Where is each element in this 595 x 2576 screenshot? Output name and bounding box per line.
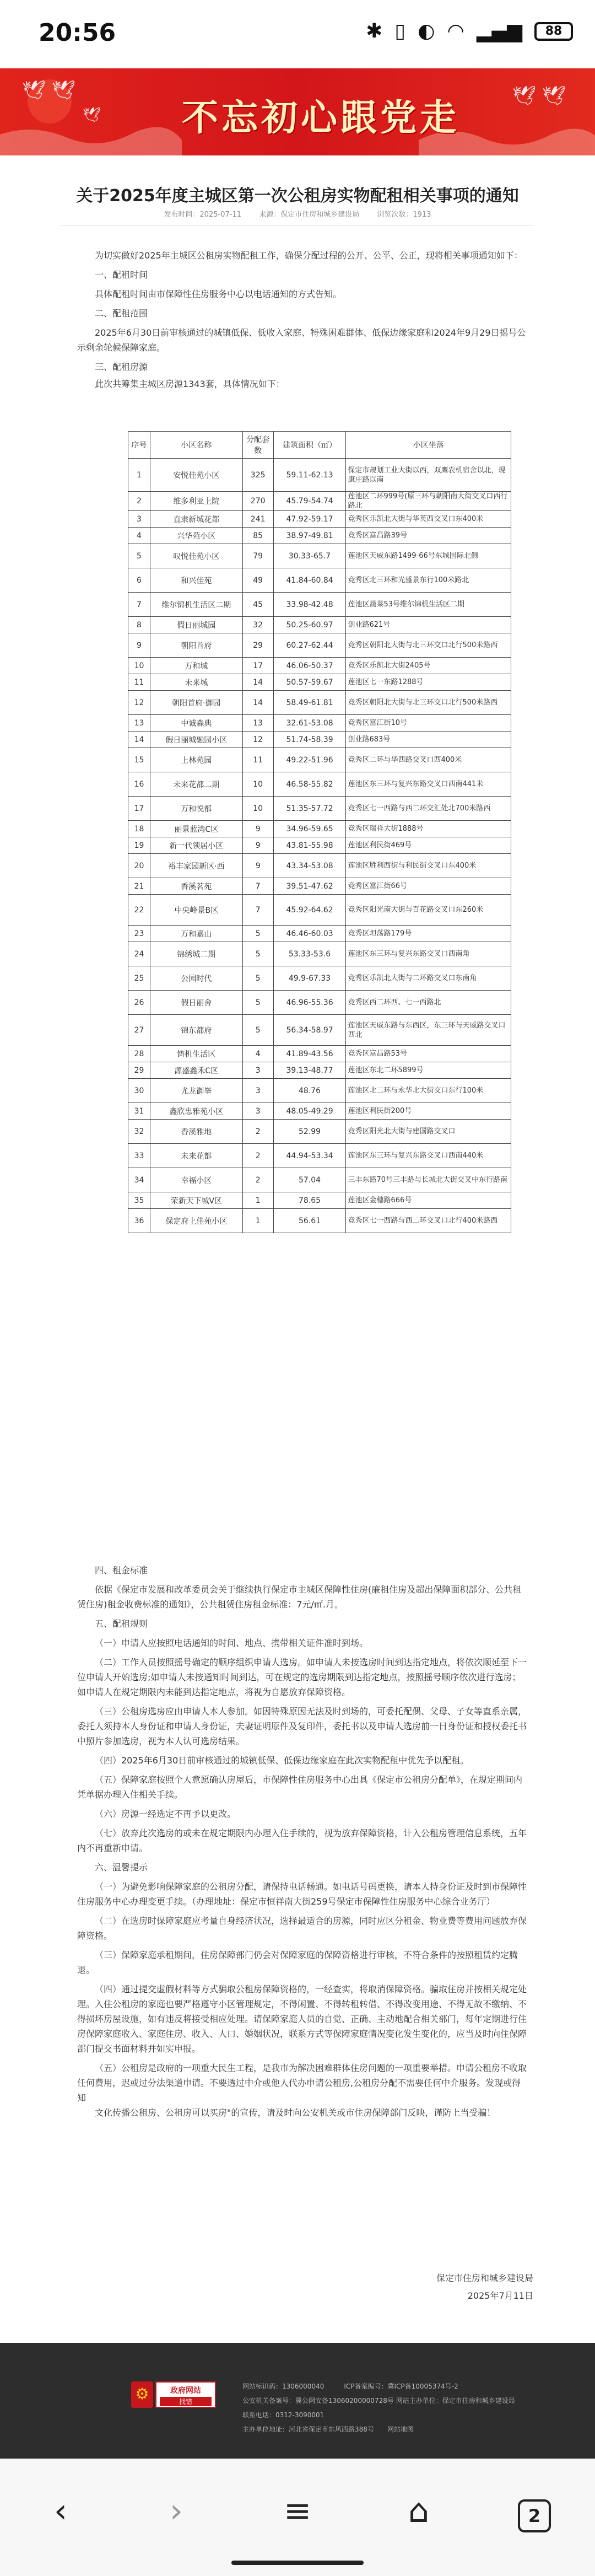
row-location: 竞秀区瑞祥大街1888号 [346, 821, 511, 837]
row-count: 5 [242, 926, 273, 942]
row-index: 28 [128, 1046, 150, 1062]
row-name: 维多利亚上院 [150, 492, 242, 511]
footer-line-3: 联系电话：0312-3090001 [242, 2411, 324, 2419]
section-1-title: 一、配租时间 [95, 270, 148, 280]
row-area: 50.25-60.97 [273, 617, 346, 633]
status-bar [0, 0, 595, 66]
header-count: 分配套数 [242, 432, 273, 459]
signal-icon: ▂▄▆ [476, 20, 522, 42]
rule-paragraph: （五）保障家庭按照个人意愿确认房屋后，市保障性住房服务中心出具《保定市公租房分配单》，在规定期间内凭单据办理入住相关手续。 [77, 1774, 523, 1800]
row-name: 维尔锦机生活区二期 [150, 593, 242, 617]
row-area: 46.46-60.03 [273, 926, 346, 942]
row-name: 和兴佳苑 [150, 568, 242, 593]
table-header-row [128, 432, 511, 459]
row-location: 莲池区七一东路1288号 [346, 674, 511, 691]
row-index: 17 [128, 797, 150, 821]
row-count: 9 [242, 821, 273, 837]
back-icon[interactable]: ‹ [54, 2492, 67, 2530]
row-name: 鑫欣忠雅苑小区 [150, 1103, 242, 1120]
row-location: 三丰东路70号三丰路与长城北大街交叉中东行路南 [346, 1168, 511, 1192]
row-area: 51.74-58.39 [273, 732, 346, 748]
row-area: 59.11-62.13 [273, 459, 346, 492]
row-name: 公园时代 [150, 966, 242, 991]
table-row [128, 821, 511, 837]
row-index: 25 [128, 966, 150, 991]
row-area: 30.33-65.7 [273, 544, 346, 568]
row-name: 裕丰家园新区·西 [150, 854, 242, 878]
row-name: 新一代领居小区 [150, 837, 242, 854]
row-count: 2 [242, 1144, 273, 1168]
row-index: 34 [128, 1168, 150, 1192]
row-index: 1 [128, 459, 150, 492]
row-area: 34.96-59.65 [273, 821, 346, 837]
table-row [128, 942, 511, 966]
row-area: 32.61-53.08 [273, 715, 346, 732]
row-count: 2 [242, 1168, 273, 1192]
row-location: 竞秀区乐凯北大街与华英西交叉口东400米 [346, 511, 511, 528]
row-count: 12 [242, 732, 273, 748]
birds-left-icon: 🕊 🕊 [22, 79, 76, 101]
bluetooth-icon: ✱ [366, 20, 383, 42]
row-area: 39.13-48.77 [273, 1062, 346, 1079]
table-row [128, 715, 511, 732]
row-area: 45.92-64.62 [273, 895, 346, 926]
row-index: 8 [128, 617, 150, 633]
site-footer [0, 2343, 595, 2459]
row-count: 2 [242, 1120, 273, 1144]
table-row [128, 966, 511, 991]
row-location: 莲池区二环999号(原三环与朝阳南大街交叉口西行路北 [346, 492, 511, 511]
header-area: 建筑面积（㎡） [273, 432, 346, 459]
row-index: 3 [128, 511, 150, 528]
sign-date: 2025年7月11日 [467, 2290, 533, 2301]
row-count: 5 [242, 966, 273, 991]
clock: 20:56 [39, 19, 116, 47]
table-row [128, 1062, 511, 1079]
rule-paragraph: （四）2025年6月30日前审核通过的城镇低保、低保边缘家庭在此次实物配租中优先予以配租。 [95, 1755, 469, 1766]
table-row [128, 1192, 511, 1209]
row-count: 3 [242, 1079, 273, 1103]
housing-table [128, 431, 511, 1233]
row-name: 幸福小区 [150, 1168, 242, 1192]
table-row [128, 991, 511, 1015]
row-location: 莲池区胜利西街与利民街交叉口东400米 [346, 854, 511, 878]
view-count: 浏览次数：1913 [377, 211, 431, 219]
wifi-icon: ◠ [447, 20, 464, 42]
row-index: 6 [128, 568, 150, 593]
table-row [128, 732, 511, 748]
row-name: 丽景蓝湾C区 [150, 821, 242, 837]
birds-right-icon: 🕊 🕊 [512, 85, 566, 107]
row-location: 莲池区利民街200号 [346, 1103, 511, 1120]
table-row [128, 658, 511, 674]
tip-paragraph: （二）在选房时保障家庭应考量自身经济状况，选择最适合的房源，同时应区分租金、物业费等费用问题放弃保障资格。 [77, 1916, 527, 1941]
section-2-text: 2025年6月30日前审核通过的城镇低保、低收入家庭、特殊困难群体、低保边缘家庭和2024年9月29日摇号公示剩余轮候保障家庭。 [77, 327, 526, 353]
page-title: 关于2025年度主城区第一次公租房实物配租相关事项的通知 [76, 186, 519, 206]
row-count: 7 [242, 878, 273, 895]
table-row [128, 568, 511, 593]
row-index: 21 [128, 878, 150, 895]
row-count: 32 [242, 617, 273, 633]
row-location: 竞秀区西二环西、七一西路北 [346, 991, 511, 1015]
row-count: 14 [242, 691, 273, 715]
row-name: 安悦佳苑小区 [150, 459, 242, 492]
table-row [128, 837, 511, 854]
row-name: 香溪茗苑 [150, 878, 242, 895]
row-location: 莲池区蔬菜53号维尔锦机生活区二期 [346, 593, 511, 617]
footer-line-2: 公安机关备案号：冀公网安备13060200000728号 网站主办单位：保定市住房和城乡建设局 [242, 2397, 515, 2405]
row-count: 241 [242, 511, 273, 528]
row-area: 56.61 [273, 1209, 346, 1233]
row-index: 19 [128, 837, 150, 854]
section-1-text: 具体配租时间由市保障性住房服务中心以电话通知的方式告知。 [95, 289, 342, 299]
row-count: 1 [242, 1209, 273, 1233]
row-area: 53.33-53.6 [273, 942, 346, 966]
row-area: 33.98-42.48 [273, 593, 346, 617]
section-3-title: 三、配租房源 [95, 362, 148, 372]
row-count: 11 [242, 748, 273, 772]
table-row [128, 459, 511, 492]
row-location: 竞秀区乐凯北大街2405号 [346, 658, 511, 674]
row-area: 44.94-53.34 [273, 1144, 346, 1168]
row-location: 竞秀区富江街66号 [346, 878, 511, 895]
row-index: 31 [128, 1103, 150, 1120]
status-icons [366, 20, 573, 42]
table-row [128, 1144, 511, 1168]
row-index: 27 [128, 1015, 150, 1046]
table-row [128, 878, 511, 895]
row-name: 假日丽城融园小区 [150, 732, 242, 748]
row-index: 7 [128, 593, 150, 617]
row-name: 万和城 [150, 658, 242, 674]
footer-line-1: 网站标识码：1306000040 ICP备案编号：冀ICP备10005374号-2 [242, 2383, 458, 2390]
row-count: 79 [242, 544, 273, 568]
header-location: 小区坐落 [346, 432, 511, 459]
row-index: 22 [128, 895, 150, 926]
birds-left2-icon: 🕊 [83, 107, 101, 123]
table-row [128, 492, 511, 511]
row-area: 48.76 [273, 1079, 346, 1103]
section-4-text: 依据《保定市发展和改革委员会关于继续执行保定市主城区保障性住房(廉租住房及超出保障面积部分、公共租赁住房)租金收费标准的通知》，公共租赁住房租金标准：7元/㎡.月。 [77, 1584, 522, 1610]
table-row [128, 797, 511, 821]
row-location: 竞秀区二环与华西路交叉口西400米 [346, 748, 511, 772]
row-index: 11 [128, 674, 150, 691]
row-count: 325 [242, 459, 273, 492]
row-area: 50.57-59.67 [273, 674, 346, 691]
row-count: 9 [242, 854, 273, 878]
article-body-top [77, 248, 529, 391]
row-count: 17 [242, 658, 273, 674]
article-meta [50, 208, 545, 219]
vibrate-icon: ▯ [394, 20, 406, 42]
row-location: 竞秀区坦荡路179号 [346, 926, 511, 942]
row-count: 4 [242, 1046, 273, 1062]
table-row [128, 1168, 511, 1192]
row-index: 2 [128, 492, 150, 511]
section-6-title: 六、温馨提示 [95, 1862, 148, 1873]
row-index: 16 [128, 772, 150, 797]
tabs-button[interactable] [507, 2492, 562, 2532]
row-location: 竞秀区七一西路与西二环交叉口北行400米路西 [346, 1209, 511, 1233]
row-name: 香溪雅地 [150, 1120, 242, 1144]
table-row [128, 544, 511, 568]
row-index: 18 [128, 821, 150, 837]
row-name: 荣新天下城V区 [150, 1192, 242, 1209]
row-name: 兴华苑小区 [150, 528, 242, 544]
nfc-icon: ◐ [418, 20, 435, 42]
row-location: 竞秀区富江街10号 [346, 715, 511, 732]
row-area: 49.9-67.33 [273, 966, 346, 991]
row-index: 30 [128, 1079, 150, 1103]
row-name: 未来城 [150, 674, 242, 691]
row-location: 莲池区天威东路与东西区，东三环与天威路交叉口西北 [346, 1015, 511, 1046]
row-count: 5 [242, 991, 273, 1015]
tip-5-tail: 文化传播公租房、公租房可以买房"的宣传，请及时向公安机关或市住房保障部门反映，谨防上当受骗！ [95, 2107, 496, 2118]
rule-paragraph: （七）放弃此次选房的或未在规定期限内办理入住手续的，视为放弃保障资格，计入公租房管理信息系统，五年内不再重新申请。 [77, 1828, 527, 1853]
row-area: 46.58-55.82 [273, 772, 346, 797]
row-name: 假日丽城园 [150, 617, 242, 633]
table-row [128, 674, 511, 691]
row-name: 万和悦都 [150, 797, 242, 821]
row-index: 24 [128, 942, 150, 966]
row-area: 48.05-49.29 [273, 1103, 346, 1120]
row-count: 3 [242, 1062, 273, 1079]
row-count: 5 [242, 942, 273, 966]
row-area: 52.99 [273, 1120, 346, 1144]
row-count: 1 [242, 1192, 273, 1209]
row-count: 270 [242, 492, 273, 511]
tips-list [77, 1879, 529, 2105]
row-count: 29 [242, 633, 273, 658]
row-name: 中诚森典 [150, 715, 242, 732]
row-count: 49 [242, 568, 273, 593]
table-body [128, 459, 511, 1233]
row-area: 41.84-60.84 [273, 568, 346, 593]
row-location: 竞秀区阳光北大街与建国路交叉口 [346, 1120, 511, 1144]
row-location: 莲池区东三环与复兴东路交叉口西南角 [346, 942, 511, 966]
row-name: 源盛鑫禾C区 [150, 1062, 242, 1079]
row-area: 56.34-58.97 [273, 1015, 346, 1046]
row-count: 45 [242, 593, 273, 617]
row-count: 7 [242, 895, 273, 926]
row-name: 朝阳首府 [150, 633, 242, 658]
row-index: 5 [128, 544, 150, 568]
tip-paragraph: （四）通过提交虚假材料等方式骗取公租房保障资格的，一经查实，将取消保障资格。骗取住房并按相关规定处理。入住公租房的家庭也要严格遵守小区管理规定，不得闲置、不得转租转借、不得改变用途、不得无故不缴纳、不得损坏房屋设施，如有违反将接受相应处理。请保障家庭人员的自觉、正确、主动地配合相关部门，每年定期进行住房保障家庭收入、家庭住房、收入、人口、婚姻状况，联系方式等保障家庭情况变化发生变化的，应当及时向住保障部门提交书面材料并如实申报。 [77, 1984, 527, 2054]
tab-count: 2 [518, 2499, 551, 2532]
row-count: 13 [242, 715, 273, 732]
row-count: 3 [242, 1103, 273, 1120]
row-location: 莲池区利民街469号 [346, 837, 511, 854]
row-count: 10 [242, 772, 273, 797]
gov-site-error-link[interactable]: 政府网站 找错 [155, 2381, 216, 2408]
row-location: 竞秀区富昌路39号 [346, 528, 511, 544]
row-area: 46.96-55.36 [273, 991, 346, 1015]
table-row [128, 1103, 511, 1120]
table-row [128, 511, 511, 528]
section-3-text: 此次共筹集主城区房源1343套，具体情况如下： [95, 379, 285, 389]
row-location: 竞秀区七一西路与西二环交汇处北700米路西 [346, 797, 511, 821]
row-name: 万和嘉山 [150, 926, 242, 942]
row-location: 莲池区东三环与复兴东路交叉口西南441米 [346, 772, 511, 797]
row-index: 33 [128, 1144, 150, 1168]
row-location: 莲池区东三环与复兴东路交叉口西南440米 [346, 1144, 511, 1168]
row-area: 43.81-55.98 [273, 837, 346, 854]
row-index: 26 [128, 991, 150, 1015]
row-location: 创业路621号 [346, 617, 511, 633]
tip-paragraph: （一）为避免影响保障家庭的公租房分配，请保持电话畅通。如电话号码更换，请本人持身份证及时到市保障性住房服务中心办理变更手续。（办理地址：保定市恒祥南大街259号保定市保障性住房服务中心综合业务厅） [77, 1881, 527, 1907]
row-index: 32 [128, 1120, 150, 1144]
home-icon[interactable]: ⌂ [408, 2492, 430, 2530]
row-area: 78.65 [273, 1192, 346, 1209]
row-area: 39.51-47.62 [273, 878, 346, 895]
row-name: 朝阳首府·御园 [150, 691, 242, 715]
row-location: 竞秀区阳光南大街与百花路交叉口东260米 [346, 895, 511, 926]
table-row [128, 528, 511, 544]
row-index: 4 [128, 528, 150, 544]
row-location: 莲池区北二环与永华北大街交口东行100米 [346, 1079, 511, 1103]
row-index: 29 [128, 1062, 150, 1079]
row-index: 12 [128, 691, 150, 715]
browser-nav-bar [0, 2459, 595, 2576]
table-row [128, 617, 511, 633]
home-indicator[interactable] [231, 2561, 364, 2565]
table-row [128, 772, 511, 797]
row-name: 未来花都 [150, 1144, 242, 1168]
article-body-bottom [77, 1563, 529, 2120]
rule-paragraph: （六）房源一经选定不再予以更改。 [95, 1809, 236, 1819]
publish-date: 发布时间：2025-07-11 [164, 211, 242, 219]
row-area: 49.22-51.96 [273, 748, 346, 772]
row-location: 竞秀区朝阳北大街与北三环交口北行500米路西 [346, 633, 511, 658]
row-name: 假日丽舍 [150, 991, 242, 1015]
row-name: 锦绣城二期 [150, 942, 242, 966]
row-index: 15 [128, 748, 150, 772]
row-count: 9 [242, 837, 273, 854]
row-name: 直隶新城花都 [150, 511, 242, 528]
row-location: 莲池区天威东路1499-66号东城国际北侧 [346, 544, 511, 568]
rule-paragraph: （一）申请人应按照电话通知的时间、地点、携带相关证件准时到场。 [95, 1638, 369, 1648]
table-row [128, 1015, 511, 1046]
tip-paragraph: （五）公租房是政府的一项重大民生工程，是我市为解决困难群体住房问题的一项重要举措。申请公租房不收取任何费用，迟或过分法渠道申请。不要透过中介或他人代办申请公租房,公租房分配不需要任何中介服务。发现或得知 [77, 2063, 527, 2103]
table-row [128, 1079, 511, 1103]
row-name: 未来花都二期 [150, 772, 242, 797]
table-row [128, 748, 511, 772]
row-index: 35 [128, 1192, 150, 1209]
row-index: 10 [128, 658, 150, 674]
rules-list [77, 1636, 529, 1856]
rule-paragraph: （三）公租房选房应由申请人本人参加。如因特殊原因无法及时到场的，可委托配偶、父母、子女等直系亲属，委托人须持本人身份证和申请人身份证，夫妻证明原件及复印件，委托书以及申请人选房前一日身份证和授权委托书中照片参加选房，视为本人认可选房结果。 [77, 1706, 527, 1746]
article-source: 来源：保定市住房和城乡建设局 [259, 211, 360, 219]
emblem-icon: ⚙ [131, 2381, 153, 2408]
intro-paragraph: 为切实做好2025年主城区公租房实物配租工作，确保分配过程的公开、公平、公正，现将相关事项通知如下： [95, 250, 523, 261]
row-location: 竞秀区乐凯北大街与二环路交叉口东南角 [346, 966, 511, 991]
row-area: 58.49-61.81 [273, 691, 346, 715]
row-area: 46.06-50.37 [273, 658, 346, 674]
row-location: 竞秀区北三环和光盛景东行100米路北 [346, 568, 511, 593]
row-area: 57.04 [273, 1168, 346, 1192]
row-name: 中央峰景B区 [150, 895, 242, 926]
row-count: 10 [242, 797, 273, 821]
row-location: 保定市规划工业大街以西，双鹰农机宿舍以北，现康庄路以南 [346, 459, 511, 492]
section-2-title: 二、配租范围 [95, 308, 148, 319]
row-index: 14 [128, 732, 150, 748]
row-count: 5 [242, 1015, 273, 1046]
signature: 保定市住房和城乡建设局 [436, 2273, 533, 2283]
section-4-title: 四、租金标准 [95, 1565, 148, 1575]
row-index: 13 [128, 715, 150, 732]
menu-icon[interactable]: ≡ [283, 2492, 312, 2530]
section-5-title: 五、配租规则 [95, 1618, 148, 1629]
row-name: 锦东都府 [150, 1015, 242, 1046]
row-area: 60.27-62.44 [273, 633, 346, 658]
row-name: 叹悦佳苑小区 [150, 544, 242, 568]
row-name: 上林苑园 [150, 748, 242, 772]
forward-icon[interactable]: › [170, 2492, 183, 2530]
row-index: 36 [128, 1209, 150, 1233]
header-banner [0, 68, 595, 155]
row-name: 保定府上佳苑小区 [150, 1209, 242, 1233]
header-name: 小区名称 [150, 432, 242, 459]
row-index: 23 [128, 926, 150, 942]
table-row [128, 895, 511, 926]
table-row [128, 1209, 511, 1233]
table-row [128, 593, 511, 617]
rule-paragraph: （二）工作人员按照摇号确定的顺序组织申请人选房。如申请人未按选房时间到达指定地点，将依次顺延至下一位申请人开始选房;如申请人未按通知时间到达，可在规定的选房期限到达指定地点，按照摇号顺序依次进行选房；如申请人在规定期限内未能到达指定地点，将视为自愿放弃保障资格。 [77, 1657, 527, 1697]
row-name: 铸机生活区 [150, 1046, 242, 1062]
row-area: 47.92-59.17 [273, 511, 346, 528]
row-area: 45.79-54.74 [273, 492, 346, 511]
row-location: 竞秀区朝阳北大街与北三环交口北行500米路西 [346, 691, 511, 715]
row-index: 9 [128, 633, 150, 658]
banner-slogan: 不忘初心跟党走 [182, 96, 459, 139]
table-row [128, 854, 511, 878]
table-row [128, 691, 511, 715]
row-count: 14 [242, 674, 273, 691]
row-area: 51.35-57.72 [273, 797, 346, 821]
row-area: 41.89-43.56 [273, 1046, 346, 1062]
row-count: 85 [242, 528, 273, 544]
footer-line-4: 主办单位地址：河北省保定市东风西路388号 网站地图 [242, 2426, 414, 2433]
table-row [128, 633, 511, 658]
row-location: 竞秀区富昌路53号 [346, 1046, 511, 1062]
row-name: 尤龙御峯 [150, 1079, 242, 1103]
row-area: 43.34-53.08 [273, 854, 346, 878]
table-row [128, 1046, 511, 1062]
row-location: 创业路683号 [346, 732, 511, 748]
row-location: 莲池区金穗路666号 [346, 1192, 511, 1209]
tip-paragraph: （三）保障家庭承租期间，住房保障部门仍会对保障家庭的保障资格进行审核，不符合条件的按照租赁约定腾退。 [77, 1950, 518, 1975]
row-location: 莲池区东北二环5899号 [346, 1062, 511, 1079]
table-row [128, 1120, 511, 1144]
row-area: 38.97-49.81 [273, 528, 346, 544]
table-row [128, 926, 511, 942]
header-index: 序号 [128, 432, 150, 459]
battery-icon: 88 [534, 22, 573, 41]
row-index: 20 [128, 854, 150, 878]
